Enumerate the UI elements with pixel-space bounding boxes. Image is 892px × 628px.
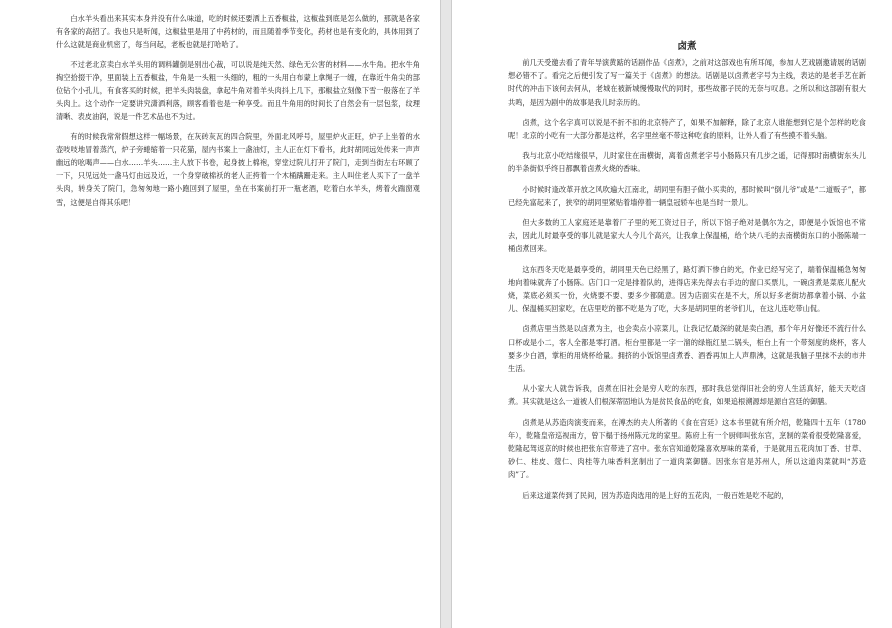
right-page: [452, 0, 892, 628]
page-gutter: [440, 0, 452, 628]
right-paragraph-2: 卤煮，这个名字真可以说是不折不扣的北京特产了，如果不加解释，除了北京人谁能想到它是个怎样的吃食呢！北京的小吃有一大部分都是这样，名字里丝毫不带这种吃食的原料，让外人看了有些摸不着头脑。: [508, 117, 866, 141]
right-paragraph-10: 后来这道菜传到了民间，因为苏造肉选用的是上好的五花肉，一般百姓是吃不起的，: [522, 490, 789, 500]
left-paragraph-1: 白水羊头看出来其实本身并没有什么味道，吃的时候还要洒上五香椒盐，这椒盐到底是怎么做的，那就是各家有各家的高招了。我也只是听闻，这椒盐里是用了中药材的，而且随着季节变化，药材也是有变化的，具体用到了什么这就是商业机密了，每当问起，老板也就是打哈哈了。: [56, 14, 420, 50]
chapter-title: 卤煮: [677, 41, 697, 52]
right-paragraph-8: 从小家大人就告诉我，卤煮在旧社会是穷人吃的东西，那时我总觉得旧社会的穷人生活真好，能天天吃卤煮。其实就是这么一道被人们根深蒂固地认为是贫民食品的吃食，如果追根溯源却是源自宫廷的御膳。: [508, 384, 866, 407]
right-paragraph-7: 卤煮店里当然是以卤煮为主，也会卖点小凉菜儿，让我记忆最深的就是卖白酒，那个年月好像还不流行什么口杯或是小二，客人全都是零打酒。柜台里都是一字一溜的绿瓶红星二锅头，柜台上有一个带刻度的烧杯，客人要多少白酒，掌柜的用烧杯给量。拥挤的小饭馆里卤煮香、酒香再加上人声鼎沸，这就是我脑子里抹不去的市井生活。: [508, 324, 866, 374]
left-paragraph-3: 有的时候我常常假想这样一幅场景，在灰砖灰瓦的四合院里，外面北风呼号，屋里炉火正旺，炉子上坐着的水壶吱吱地冒着蒸汽，炉子旁蜷缩着一只花猫，屋内书案上一盏油灯，主人正在灯下看书，此时胡同远处传来一声声幽远的吆喝声——白水……羊头……主人放下书卷，起身披上棉袍，穿堂过院儿打开了院门，走到当街左右环顾了一下，只见远处一盏马灯由远及近，一个身穿破棉袄的老人正挎着一个木桶蹒跚走来。主人叫住老人买下了一盘羊头肉，转身关了院门，急匆匆地一路小跑回到了屋里，坐在书案前打开一瓶老酒，吃着白水羊头，烤着火踹窗观雪，这便是自得其乐吧！: [56, 131, 420, 207]
right-paragraph-6: 这东西冬天吃是最享受的，胡同里天色已经黑了，路灯洒下惨白的光，作业已经写完了，端着保温桶急匆匆地向着味就奔了小肠陈。店门口一定是排着队的，进得店来先得去右手边的窗口买票儿，一碗卤煮是菜底儿配火烧，菜底必须买一份，火烧要不要、要多少都随意。因为店面实在是不大，所以好多老街坊都拿着小锅、小盆儿、保温桶买回家吃，在店里吃的都不吃是为了吃，大多是胡同里的老爷们儿，在这儿连吃带山侃。: [508, 264, 866, 314]
right-paragraph-3: 我与北京小吃结缘很早，儿时家住在南横街，离着卤煮老字号小肠陈只有几步之遥，记得那时南横街东头儿的半条街似乎终日都飘着卤煮火烧的香味。: [508, 151, 866, 174]
left-page: [0, 0, 440, 628]
right-paragraph-4: 小时候时逢改革开放之风吹遍大江南北，胡同里有胆子做小买卖的，那时候叫“倒儿爷”或是“二道贩子”，都已经先富起来了，狭窄的胡同里紧贴着墙停着一辆皇冠轿车也是当时一景儿。: [508, 184, 866, 207]
right-paragraph-1: 前几天受邀去看了青年导演黄踮的话剧作品《卤煮》，之前对这部戏也有所耳闻，参加人艺戏剧邀请展的话剧想必错不了。看完之后便引发了写一篇关于《卤煮》的想法。话剧是以卤煮老字号为主线，表达的是老手艺在新时代的冲击下该何去何从，老城在被新城慢慢取代的同时，那些故都子民的无奈与叹息。之所以和这部剧有很大共鸣，是因为剧中的故事是我儿时亲历的。: [508, 58, 866, 107]
left-paragraph-2: 不过老北京卖白水羊头用的调料罐倒是别出心裁，可以说是纯天然、绿色无公害的材料——水牛角。把水牛角掏空拾掇干净，里面装上五香椒盐，牛角是一头粗一头细的，粗的一头用白布蒙上拿绳子一缠，在靠近牛角尖的部位钻个小孔儿，有食客买的时候，把羊头肉装盘，拿起牛角对着羊头肉抖上几下，那椒盐立刻像下雪一般落在了羊头肉上。这个动作一定要讲究潇洒利落，顾客看着也是一种享受。而且牛角用的时间长了自然会有一层包浆，纹理清晰、表皮油润，说是一件艺术品也不为过。: [56, 59, 420, 122]
right-paragraph-5: 但大多数的工人家庭还是靠着厂子里的死工资过日子，所以下馆子绝对是偶尔为之，即便是小饭馆也不常去，因此儿时最享受的事儿就是家大人今儿个高兴，让我拿上保温桶，给个块八毛的去南横街东口的小肠陈端一桶卤煮回来。: [508, 218, 866, 254]
right-paragraph-9: 卤煮是从苏造肉演变而来，在溥杰的夫人所著的《食在宫廷》这本书里就有所介绍，乾隆四十五年（1780年），乾隆皇帝巡视南方，曾下榻于扬州陈元龙的家里。陈府上有一个厨师叫张东官，烹制的菜肴很受乾隆喜爱，乾隆起驾返京的时候也把张东官带进了宫中。张东官知道乾隆喜欢厚味的菜肴，于是就用五花肉加丁香、甘草、砂仁、桂皮、蔻仁、肉桂等九味香料烹制出了一道肉菜御膳。因张东官是苏州人，所以这道肉菜就叫“苏造肉”了。: [508, 417, 866, 480]
